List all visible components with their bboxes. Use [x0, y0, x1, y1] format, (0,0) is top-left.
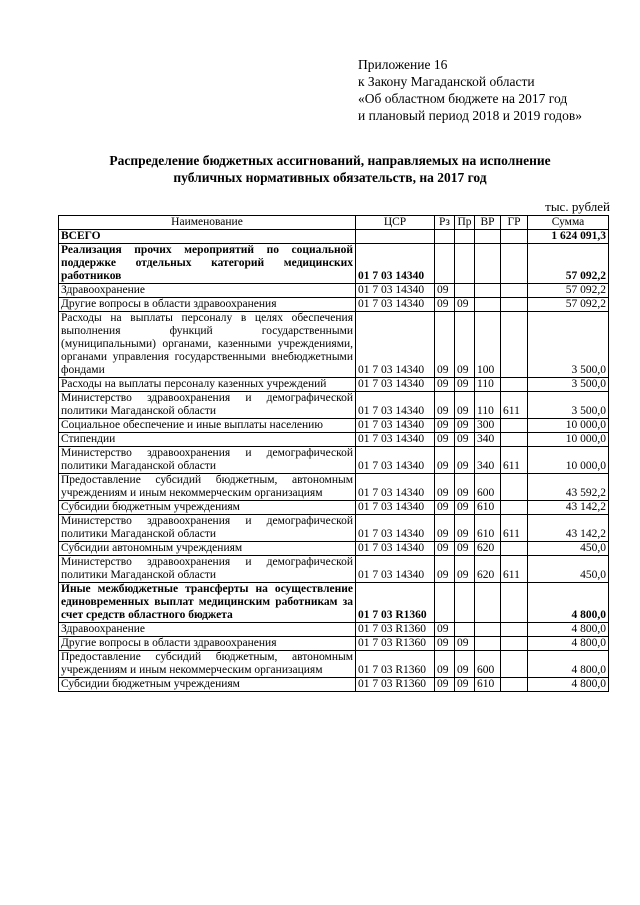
- cell-rz: 09: [435, 312, 455, 378]
- cell-name: Другие вопросы в области здравоохранения: [59, 637, 356, 651]
- cell-pr: [455, 583, 475, 623]
- cell-sum: 57 092,2: [528, 284, 609, 298]
- cell-sum: 43 592,2: [528, 474, 609, 501]
- cell-pr: 09: [455, 678, 475, 692]
- cell-rz: [435, 583, 455, 623]
- cell-name: Социальное обеспечение и иные выплаты населению: [59, 419, 356, 433]
- cell-csr: 01 7 03 R1360: [356, 678, 435, 692]
- cell-name: Субсидии бюджетным учреждениям: [59, 501, 356, 515]
- cell-pr: 09: [455, 515, 475, 542]
- cell-pr: 09: [455, 474, 475, 501]
- cell-sum: 57 092,2: [528, 298, 609, 312]
- appendix-line: к Закону Магаданской области: [358, 74, 535, 89]
- cell-gr: [501, 678, 528, 692]
- cell-rz: [435, 244, 455, 284]
- cell-sum: 4 800,0: [528, 651, 609, 678]
- cell-rz: 09: [435, 651, 455, 678]
- cell-rz: 09: [435, 556, 455, 583]
- table-row: [59, 312, 609, 378]
- cell-csr: 01 7 03 14340: [356, 312, 435, 378]
- cell-sum: 10 000,0: [528, 419, 609, 433]
- cell-pr: 09: [455, 447, 475, 474]
- table-row: [59, 284, 609, 298]
- cell-sum: 450,0: [528, 542, 609, 556]
- cell-rz: 09: [435, 501, 455, 515]
- cell-vr: 110: [475, 378, 501, 392]
- cell-vr: 600: [475, 651, 501, 678]
- cell-csr: 01 7 03 14340: [356, 474, 435, 501]
- cell-csr: 01 7 03 R1360: [356, 583, 435, 623]
- cell-vr: [475, 284, 501, 298]
- table-row: [59, 542, 609, 556]
- cell-gr: 611: [501, 556, 528, 583]
- cell-csr: 01 7 03 R1360: [356, 623, 435, 637]
- cell-csr: 01 7 03 14340: [356, 419, 435, 433]
- cell-sum: 43 142,2: [528, 501, 609, 515]
- cell-vr: 340: [475, 433, 501, 447]
- cell-gr: [501, 583, 528, 623]
- cell-vr: [475, 583, 501, 623]
- cell-vr: [475, 244, 501, 284]
- title-line: публичных нормативных обязательств, на 2017 год: [173, 170, 487, 185]
- cell-gr: 611: [501, 447, 528, 474]
- cell-rz: 09: [435, 474, 455, 501]
- cell-sum: 10 000,0: [528, 433, 609, 447]
- cell-rz: 09: [435, 378, 455, 392]
- cell-vr: 620: [475, 556, 501, 583]
- cell-vr: 610: [475, 678, 501, 692]
- cell-gr: [501, 433, 528, 447]
- cell-sum: 4 800,0: [528, 678, 609, 692]
- document-title: [40, 152, 620, 186]
- cell-vr: 600: [475, 474, 501, 501]
- cell-vr: 610: [475, 501, 501, 515]
- cell-csr: 01 7 03 14340: [356, 244, 435, 284]
- cell-vr: 110: [475, 392, 501, 419]
- table-row: [59, 230, 609, 244]
- table-row: [59, 419, 609, 433]
- appendix-line: «Об областном бюджете на 2017 год: [358, 91, 568, 106]
- cell-csr: 01 7 03 R1360: [356, 651, 435, 678]
- cell-sum: 4 800,0: [528, 583, 609, 623]
- units-label: тыс. рублей: [545, 199, 610, 214]
- cell-rz: 09: [435, 637, 455, 651]
- cell-gr: [501, 298, 528, 312]
- cell-csr: 01 7 03 14340: [356, 515, 435, 542]
- cell-name: Здравоохранение: [59, 623, 356, 637]
- cell-sum: 450,0: [528, 556, 609, 583]
- cell-sum: 43 142,2: [528, 515, 609, 542]
- table-row: [59, 583, 609, 623]
- cell-name: ВСЕГО: [59, 230, 356, 244]
- cell-name: Здравоохранение: [59, 284, 356, 298]
- cell-gr: [501, 542, 528, 556]
- cell-gr: [501, 651, 528, 678]
- cell-sum: 4 800,0: [528, 623, 609, 637]
- cell-name: Субсидии бюджетным учреждениям: [59, 678, 356, 692]
- cell-sum: 1 624 091,3: [528, 230, 609, 244]
- cell-pr: 09: [455, 419, 475, 433]
- cell-pr: 09: [455, 651, 475, 678]
- table-row: [59, 515, 609, 542]
- table-row: [59, 623, 609, 637]
- header-vr: ВР: [475, 216, 501, 230]
- table-header-row: [59, 216, 609, 230]
- cell-csr: 01 7 03 14340: [356, 556, 435, 583]
- cell-name: Министерство здравоохранения и демографической политики Магаданской области: [59, 556, 356, 583]
- cell-gr: [501, 284, 528, 298]
- cell-vr: [475, 623, 501, 637]
- cell-csr: 01 7 03 14340: [356, 392, 435, 419]
- cell-csr: [356, 230, 435, 244]
- cell-gr: [501, 501, 528, 515]
- cell-pr: 09: [455, 637, 475, 651]
- table-row: [59, 447, 609, 474]
- table-row: [59, 474, 609, 501]
- cell-rz: 09: [435, 298, 455, 312]
- cell-sum: 4 800,0: [528, 637, 609, 651]
- cell-name: Иные межбюджетные трансферты на осуществление единовременных выплат медицинским работникам за счет средств областного бюджета: [59, 583, 356, 623]
- title-line: Распределение бюджетных ассигнований, направляемых на исполнение: [109, 153, 551, 168]
- cell-pr: [455, 623, 475, 637]
- table-body: [59, 230, 609, 692]
- cell-vr: 620: [475, 542, 501, 556]
- appendix-line: Приложение 16: [358, 57, 448, 72]
- cell-vr: 300: [475, 419, 501, 433]
- cell-rz: 09: [435, 515, 455, 542]
- header-csr: ЦСР: [356, 216, 435, 230]
- cell-vr: 610: [475, 515, 501, 542]
- cell-gr: [501, 244, 528, 284]
- header-name: Наименование: [59, 216, 356, 230]
- cell-gr: [501, 419, 528, 433]
- cell-pr: 09: [455, 298, 475, 312]
- cell-sum: 57 092,2: [528, 244, 609, 284]
- table-row: [59, 392, 609, 419]
- cell-name: Стипендии: [59, 433, 356, 447]
- cell-name: Реализация прочих мероприятий по социальной поддержке отдельных категорий медицинских работников: [59, 244, 356, 284]
- cell-csr: 01 7 03 14340: [356, 501, 435, 515]
- cell-pr: 09: [455, 501, 475, 515]
- table-row: [59, 678, 609, 692]
- table-row: [59, 637, 609, 651]
- cell-pr: 09: [455, 542, 475, 556]
- cell-csr: 01 7 03 14340: [356, 298, 435, 312]
- cell-pr: [455, 244, 475, 284]
- cell-gr: [501, 312, 528, 378]
- appendix-line: и плановый период 2018 и 2019 годов»: [358, 108, 583, 123]
- table-row: [59, 501, 609, 515]
- cell-csr: 01 7 03 14340: [356, 542, 435, 556]
- cell-pr: [455, 230, 475, 244]
- cell-gr: 611: [501, 515, 528, 542]
- cell-rz: 09: [435, 433, 455, 447]
- cell-gr: [501, 378, 528, 392]
- cell-sum: 3 500,0: [528, 392, 609, 419]
- table-row: [59, 244, 609, 284]
- cell-csr: 01 7 03 14340: [356, 378, 435, 392]
- cell-sum: 10 000,0: [528, 447, 609, 474]
- cell-pr: 09: [455, 392, 475, 419]
- cell-pr: 09: [455, 378, 475, 392]
- cell-name: Предоставление субсидий бюджетным, автономным учреждениям и иным некоммерческим организациям: [59, 474, 356, 501]
- cell-name: Субсидии автономным учреждениям: [59, 542, 356, 556]
- cell-name: Расходы на выплаты персоналу казенных учреждений: [59, 378, 356, 392]
- table-row: [59, 556, 609, 583]
- cell-rz: 09: [435, 542, 455, 556]
- cell-gr: [501, 230, 528, 244]
- cell-name: Министерство здравоохранения и демографической политики Магаданской области: [59, 392, 356, 419]
- cell-vr: [475, 230, 501, 244]
- cell-rz: 09: [435, 284, 455, 298]
- cell-name: Министерство здравоохранения и демографической политики Магаданской области: [59, 447, 356, 474]
- cell-sum: 3 500,0: [528, 378, 609, 392]
- cell-gr: [501, 623, 528, 637]
- cell-rz: 09: [435, 678, 455, 692]
- header-sum: Сумма: [528, 216, 609, 230]
- cell-csr: 01 7 03 14340: [356, 433, 435, 447]
- cell-rz: 09: [435, 392, 455, 419]
- cell-gr: 611: [501, 392, 528, 419]
- cell-sum: 3 500,0: [528, 312, 609, 378]
- cell-pr: 09: [455, 433, 475, 447]
- cell-pr: [455, 284, 475, 298]
- cell-csr: 01 7 03 14340: [356, 284, 435, 298]
- cell-name: Расходы на выплаты персоналу в целях обеспечения выполнения функций государственными (муниципальными) органами, казенными учреждениями, органами управления государственными внебюджетными фондами: [59, 312, 356, 378]
- cell-rz: 09: [435, 623, 455, 637]
- table-row: [59, 298, 609, 312]
- cell-rz: 09: [435, 447, 455, 474]
- table-row: [59, 378, 609, 392]
- cell-rz: [435, 230, 455, 244]
- cell-pr: 09: [455, 556, 475, 583]
- cell-vr: [475, 637, 501, 651]
- cell-csr: 01 7 03 14340: [356, 447, 435, 474]
- table-row: [59, 433, 609, 447]
- table-row: [59, 651, 609, 678]
- cell-name: Предоставление субсидий бюджетным, автономным учреждениям и иным некоммерческим организациям: [59, 651, 356, 678]
- appendix-reference: [358, 56, 628, 124]
- header-rz: Рз: [435, 216, 455, 230]
- cell-rz: 09: [435, 419, 455, 433]
- header-pr: Пр: [455, 216, 475, 230]
- cell-vr: [475, 298, 501, 312]
- cell-pr: 09: [455, 312, 475, 378]
- cell-gr: [501, 637, 528, 651]
- budget-table: [58, 215, 609, 692]
- cell-vr: 340: [475, 447, 501, 474]
- cell-gr: [501, 474, 528, 501]
- cell-name: Другие вопросы в области здравоохранения: [59, 298, 356, 312]
- header-gr: ГР: [501, 216, 528, 230]
- cell-csr: 01 7 03 R1360: [356, 637, 435, 651]
- cell-name: Министерство здравоохранения и демографической политики Магаданской области: [59, 515, 356, 542]
- cell-vr: 100: [475, 312, 501, 378]
